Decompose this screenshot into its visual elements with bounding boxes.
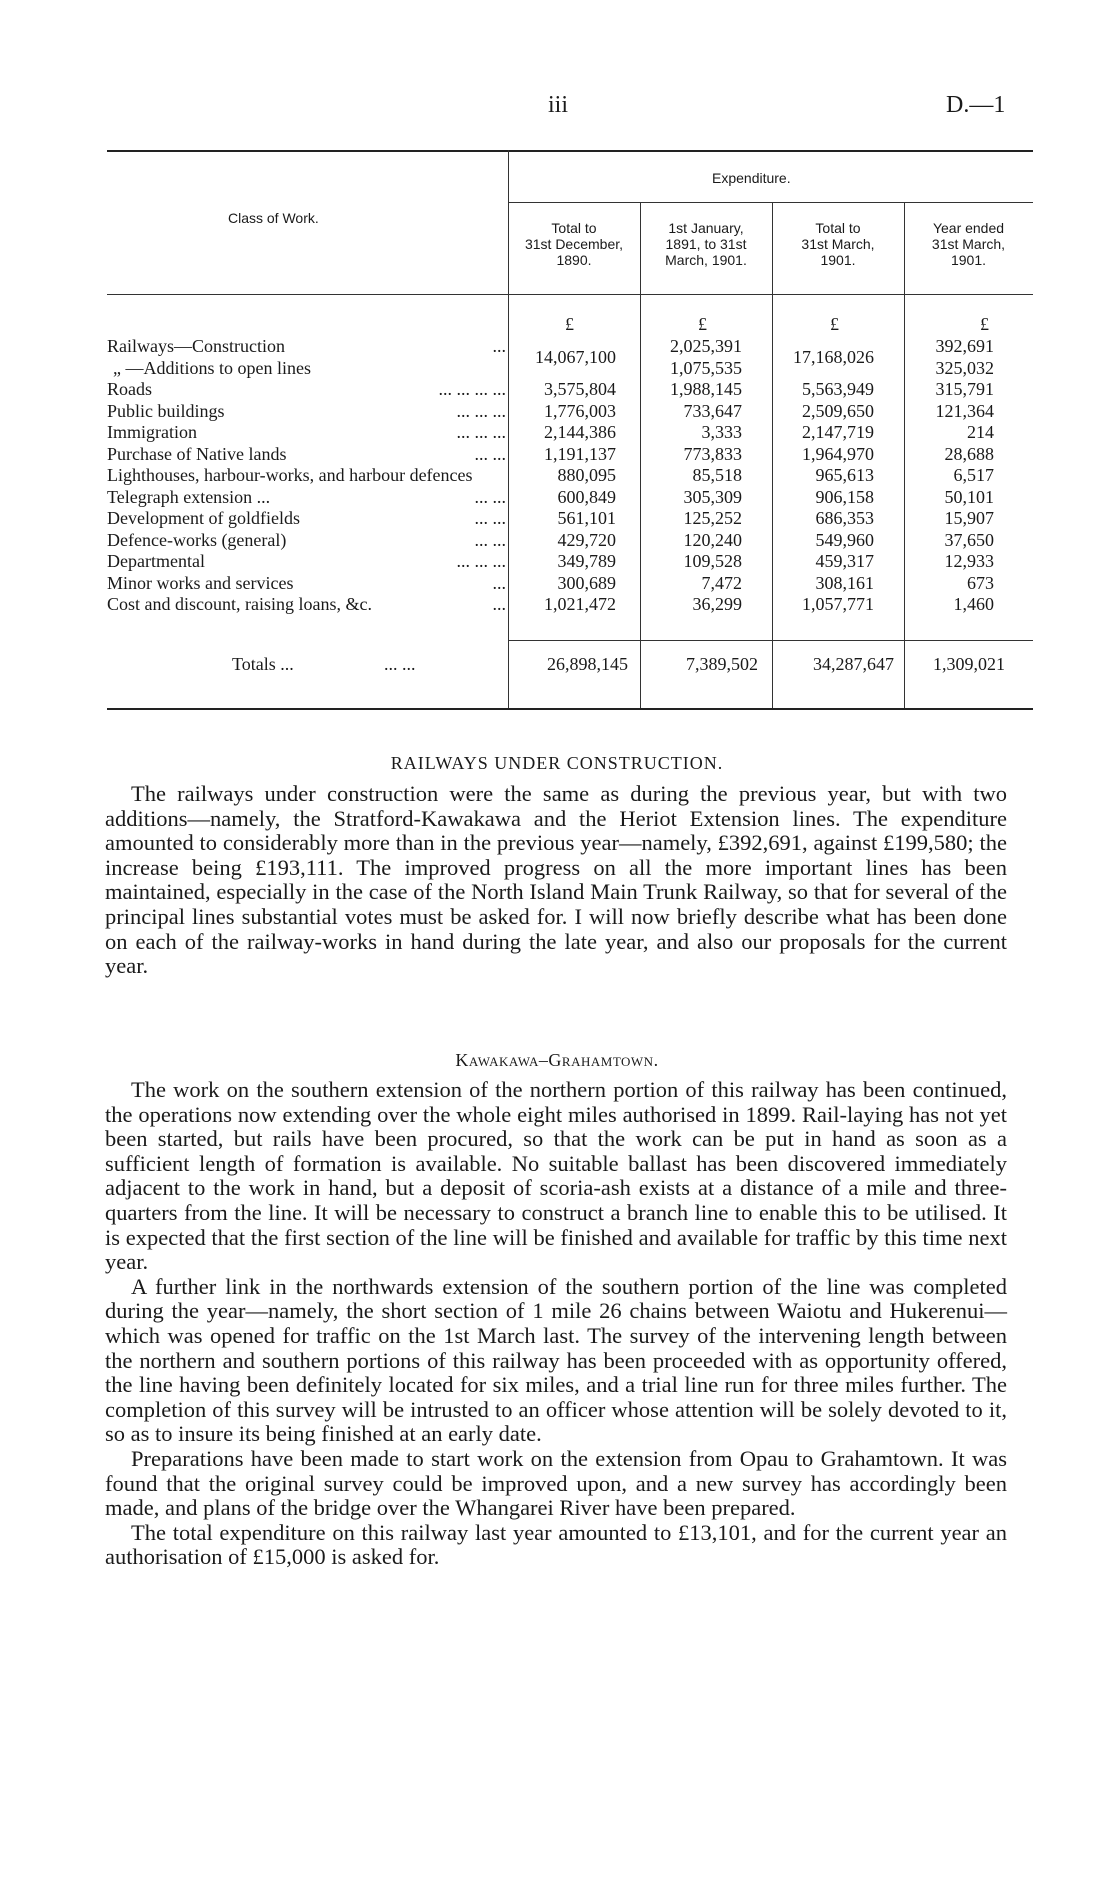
cell-total-1901: 906,158 [815,486,874,507]
cell-total-1890: 3,575,804 [544,379,616,399]
table-row [107,551,1022,573]
cell-total-1890: 561,101 [557,508,616,528]
currency-symbol-1: £ [565,314,574,334]
cell-total-1890: 349,789 [557,551,616,571]
cell-total-1890: 1,021,472 [544,594,616,614]
row-label: Departmental [107,551,205,571]
cell-total-1901: 5,563,949 [802,379,874,399]
cell-total-1901: 965,613 [815,465,874,485]
cell-1891-1901: 773,833 [683,443,742,464]
table-row [107,444,1022,466]
cell-total-1890: 600,849 [557,486,616,507]
table-row [107,594,1022,616]
table-row [107,530,1022,552]
class-of-work-heading: Class of Work. [228,210,319,226]
section-title-railways: RAILWAYS UNDER CONSTRUCTION. [390,753,724,773]
row-label: Railways—Construction [107,336,285,356]
expenditure-heading: Expenditure. [712,170,791,186]
leader-dots: ... [492,594,506,614]
cell-total-1901: 686,353 [815,508,874,528]
leader-dots: ... ... [474,529,506,550]
cell-year-1901: 12,933 [944,551,994,571]
cell-year-1901: 6,517 [953,465,994,485]
cell-total-1901: 17,168,026 [793,346,874,367]
leader-dots: ... [492,336,506,356]
row-label: Cost and discount, raising loans, &c. [107,594,372,614]
row-label: Immigration [107,422,197,442]
table-row [107,401,1022,423]
cell-year-1901: 1,460 [953,594,994,614]
totals-top-rule [508,640,1033,641]
paragraph-railways [105,782,1007,979]
column-head-2: 1st January, 1891, to 31st March, 1901. [665,220,747,268]
cell-year-1901: 673 [967,572,994,593]
cell-1891-1901: 733,647 [683,400,742,421]
paragraph-text: A further link in the northwards extension of the southern portion of the line was completed during the year—namely, the short section of 1 mile 26 chains between Waiotu and Hukerenui—which was opened for traffic on the 1st March last. The survey of the intervening length between the northern and southern portions of this railway has been proceeded with as opportunity offered, the line having been definitely located for six miles, and a trial line run for three miles further. The completion of this survey will be intrusted to an officer whose attention will be solely devoted to it, so as to insure its being finished at an early date. [105,1273,1007,1447]
paragraph-text: The work on the southern extension of the northern portion of this railway has been continued, the operations now extending over the whole eight miles authorised in 1899. Rail-laying has not yet been started, but rails have been procured, so that the work can be put in hand as soon as a sufficient length of formation is available. No suitable ballast has been discovered immediately adjacent to the work in hand, but a deposit of scoria-ash exists at a distance of a mile and three-quarters from the line. It will be necessary to construct a branch line to enable this to be utilised. It is expected that the first section of the line will be finished and available for traffic by this time next year. [105,1077,1007,1275]
expenditure-table [107,336,1022,616]
row-label: Telegraph extension ... [107,486,271,507]
cell-1891-1901: 3,333 [701,422,742,442]
cell-total-1890: 880,095 [557,465,616,485]
cell-year-1901: 15,907 [944,508,994,528]
row-label: „ —Additions to open lines [113,357,311,378]
currency-symbol-3: £ [830,314,839,334]
cell-total-1890: 1,776,003 [544,400,616,421]
expenditure-underline [508,202,1033,203]
row-label: Defence-works (general) [107,529,287,550]
cell-total-1890: 14,067,100 [535,346,616,367]
cell-year-1901: 121,364 [935,400,994,421]
cell-total-1901: 2,509,650 [802,400,874,421]
cell-year-1901: 214 [967,422,994,442]
table-row [107,422,1022,444]
leader-dots: ... ... [474,508,506,528]
table-row [107,573,1022,595]
totals-total-1890: 26,898,145 [547,654,628,674]
cell-1891-1901: 305,309 [683,486,742,507]
row-label: Purchase of Native lands [107,443,287,464]
cell-year-1901: 392,691 [935,336,994,356]
cell-1891-1901: 125,252 [683,508,742,528]
table-row [107,336,1022,358]
cell-1891-1901: 85,518 [692,465,742,485]
leader-dots: ... ... ... [456,422,506,442]
paragraph-kawakawa [105,1078,1007,1570]
totals-year-1901: 1,309,021 [933,654,1005,674]
document-reference: D.—1 [946,92,1006,118]
table-row [107,465,1022,487]
cell-1891-1901: 7,472 [701,572,742,593]
cell-total-1901: 549,960 [815,529,874,550]
table-bottom-rule [107,708,1033,710]
cell-total-1890: 2,144,386 [544,422,616,442]
cell-total-1890: 429,720 [557,529,616,550]
cell-1891-1901: 2,025,391 [670,336,742,356]
cell-year-1901: 37,650 [944,529,994,550]
paragraph-text: Preparations have been made to start work on the extension from Opau to Grahamtown. It was found that the original survey could be improved upon, and a new survey has accordingly been made, and plans of the bridge over the Whangarei River have been prepared. [105,1445,1007,1521]
cell-year-1901: 315,791 [935,379,994,399]
cell-1891-1901: 36,299 [692,594,742,614]
cell-year-1901: 28,688 [944,443,994,464]
column-head-1: Total to 31st December, 1890. [524,220,624,268]
totals-total-1901: 34,287,647 [813,654,894,674]
leader-dots: ... ... ... ... [438,379,506,399]
table-row [107,379,1022,401]
cell-1891-1901: 1,988,145 [670,379,742,399]
column-head-3: Total to 31st March, 1901. [801,220,875,268]
table-top-rule [107,150,1033,152]
cell-total-1890: 300,689 [557,572,616,593]
totals-label: Totals ... [232,654,294,674]
row-label: Roads [107,379,152,399]
table-row [107,487,1022,509]
row-label: Lighthouses, harbour-works, and harbour defences [107,465,473,485]
cell-total-1901: 1,964,970 [802,443,874,464]
leader-dots: ... ... [474,486,506,507]
cell-1891-1901: 120,240 [683,529,742,550]
totals-dots: ... ... [384,654,416,674]
cell-year-1901: 50,101 [944,486,994,507]
table-row [107,508,1022,530]
row-label: Minor works and services [107,572,294,593]
totals-1891-1901: 7,389,502 [686,654,758,674]
header-bottom-rule [107,294,1033,295]
currency-symbol-4: £ [980,314,989,334]
cell-year-1901: 325,032 [935,357,994,378]
leader-dots: ... ... ... [456,400,506,421]
page-number: iii [548,92,569,118]
currency-symbol-2: £ [698,314,707,334]
cell-total-1901: 2,147,719 [802,422,874,442]
row-label: Development of goldfields [107,508,300,528]
section-title-kawakawa: Kawakawa–Grahamtown. [455,1050,659,1070]
column-head-4: Year ended 31st March, 1901. [931,220,1006,268]
cell-1891-1901: 109,528 [683,551,742,571]
row-label: Public buildings [107,400,225,421]
cell-1891-1901: 1,075,535 [670,357,742,378]
cell-total-1901: 1,057,771 [802,594,874,614]
cell-total-1901: 459,317 [815,551,874,571]
cell-total-1890: 1,191,137 [544,443,616,464]
paragraph-text: The total expenditure on this railway last year amounted to £13,101, and for the current year an authorisation of £15,000 is asked for. [105,1519,1007,1570]
leader-dots: ... ... [474,443,506,464]
leader-dots: ... [492,572,506,593]
leader-dots: ... ... ... [456,551,506,571]
paragraph-text: The railways under construction were the same as during the previous year, but with two additions—namely, the Stratford-Kawakawa and the Heriot Extension lines. The expenditure amounted to considerably more than in the previous year—namely, £392,691, against £199,580; the increase being £193,111. The improved progress on all the more important lines has been maintained, especially in the case of the North Island Main Trunk Railway, so that for several of the principal lines substantial votes must be asked for. I will now briefly describe what has been done on each of the railway-works in hand during the late year, and also our proposals for the current year. [105,781,1007,979]
cell-total-1901: 308,161 [815,572,874,593]
